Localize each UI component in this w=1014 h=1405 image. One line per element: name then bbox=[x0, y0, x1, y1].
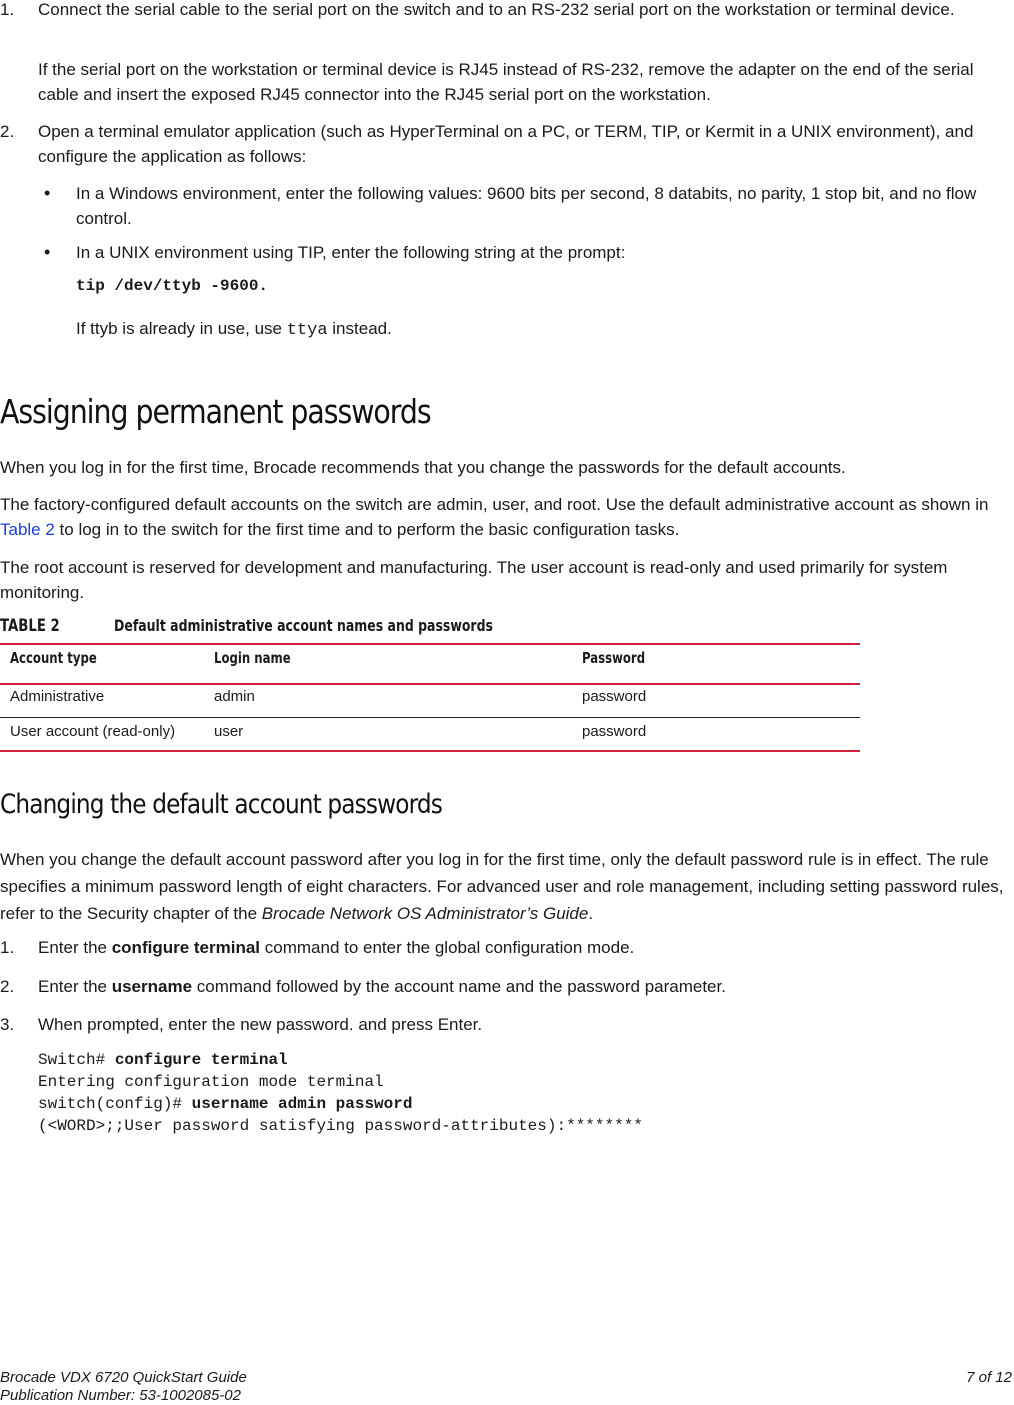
step-number: 2. bbox=[0, 977, 15, 996]
table-cell: password bbox=[582, 723, 647, 740]
table-cell: user bbox=[214, 723, 244, 740]
step-number: 1. bbox=[0, 938, 15, 957]
table-cell: password bbox=[582, 688, 647, 705]
section-heading-assigning-passwords: Assigning permanent passwords bbox=[0, 392, 431, 431]
step-configure-terminal bbox=[38, 935, 634, 960]
step-text-pre: Enter the bbox=[38, 977, 112, 996]
section2-para-post: . bbox=[588, 904, 594, 923]
footer-page-number: 7 of 12 bbox=[966, 1369, 1012, 1386]
section2-para-pre: When you change the default account password after you log in for the first time, only the default password rule is in effect. The rule specifies a minimum password length of eight characters. For advanced user and role management, including setting password rules, refer to the Security chapter of the bbox=[0, 850, 1004, 923]
table-bottom-rule bbox=[0, 750, 860, 752]
table-2-link[interactable]: Table 2 bbox=[0, 520, 55, 539]
table-header-account-type: Account type bbox=[10, 649, 97, 667]
step-number: 3. bbox=[0, 1015, 15, 1034]
command-username: username bbox=[111, 977, 193, 996]
code-line: Entering configuration mode terminal bbox=[38, 1073, 384, 1091]
footer-guide-title: Brocade VDX 6720 QuickStart Guide bbox=[0, 1369, 247, 1386]
table-label: TABLE 2 bbox=[0, 616, 60, 636]
step-text-post: command to enter the global configuration mode. bbox=[260, 938, 635, 957]
cli-code-block bbox=[38, 1049, 643, 1137]
code-prompt: Switch# bbox=[38, 1051, 115, 1069]
section1-paragraph-1: When you log in for the first time, Brocade recommends that you change the passwords for the default accounts. bbox=[0, 458, 846, 477]
table-cell: admin bbox=[214, 688, 255, 705]
command-configure-terminal: configure terminal bbox=[111, 938, 261, 957]
tip-command-code: tip /dev/ttyb -9600. bbox=[76, 277, 269, 295]
step-text-post: command followed by the account name and the password parameter. bbox=[192, 977, 726, 996]
code-command: username admin password bbox=[191, 1095, 413, 1113]
step-text-pre: Enter the bbox=[38, 938, 112, 957]
ttyb-note-post: instead. bbox=[332, 319, 392, 338]
code-command: configure terminal bbox=[114, 1051, 288, 1069]
table-caption: Default administrative account names and passwords bbox=[114, 616, 493, 635]
table-row-divider bbox=[0, 717, 860, 718]
step-1-note: If the serial port on the workstation or terminal device is RJ45 instead of RS-232, remove the adapter on the end of the serial cable and insert the exposed RJ45 connector into the RJ45 serial port on the workstation. bbox=[38, 60, 974, 104]
bullet-1-text: In a Windows environment, enter the following values: 9600 bits per second, 8 databits, no parity, 1 stop bit, and no flow control. bbox=[76, 184, 977, 228]
bullet-icon: • bbox=[44, 183, 51, 203]
ttyb-note-pre: If ttyb is already in use, use bbox=[76, 319, 282, 338]
table-cell: Administrative bbox=[10, 688, 105, 705]
code-line: (<WORD>;;User password satisfying password-attributes):******** bbox=[38, 1117, 643, 1135]
bullet-icon: • bbox=[44, 242, 51, 262]
section-heading-changing-passwords: Changing the default account passwords bbox=[0, 789, 443, 820]
step-2-text: Open a terminal emulator application (such as HyperTerminal on a PC, or TERM, TIP, or Kermit in a UNIX environment), and configure the application as follows: bbox=[38, 122, 974, 166]
section1-paragraph-2 bbox=[0, 492, 990, 542]
bullet-2-text: In a UNIX environment using TIP, enter the following string at the prompt: bbox=[76, 243, 626, 262]
step-1-text: Connect the serial cable to the serial port on the switch and to an RS-232 serial port on the workstation or terminal device. bbox=[38, 0, 955, 19]
code-line bbox=[38, 1049, 643, 1071]
section1-paragraph-3: The root account is reserved for development and manufacturing. The user account is read-only and used primarily for system monitoring. bbox=[0, 558, 948, 602]
ttyb-note bbox=[76, 316, 392, 343]
footer-publication-number: Publication Number: 53-1002085-02 bbox=[0, 1387, 241, 1404]
table-header-rule bbox=[0, 683, 860, 685]
step-number: 1. bbox=[0, 0, 15, 19]
ttya-code: ttya bbox=[286, 321, 328, 340]
section2-paragraph bbox=[0, 846, 1010, 927]
table-top-rule bbox=[0, 643, 860, 645]
table-header-login-name: Login name bbox=[214, 649, 291, 667]
table-cell: User account (read-only) bbox=[10, 723, 176, 740]
code-line bbox=[38, 1093, 643, 1115]
step-username bbox=[38, 974, 726, 999]
table-header-password: Password bbox=[582, 649, 646, 667]
para2-post: to log in to the switch for the first time and to perform the basic configuration tasks. bbox=[54, 520, 680, 539]
para2-pre: The factory-configured default accounts on the switch are admin, user, and root. Use the default administrative account as shown in bbox=[0, 495, 989, 514]
step-enter-password: When prompted, enter the new password. and press Enter. bbox=[38, 1015, 483, 1034]
admin-guide-title: Brocade Network OS Administrator’s Guide bbox=[261, 904, 589, 923]
step-number: 2. bbox=[0, 122, 15, 141]
code-prompt: switch(config)# bbox=[38, 1095, 192, 1113]
